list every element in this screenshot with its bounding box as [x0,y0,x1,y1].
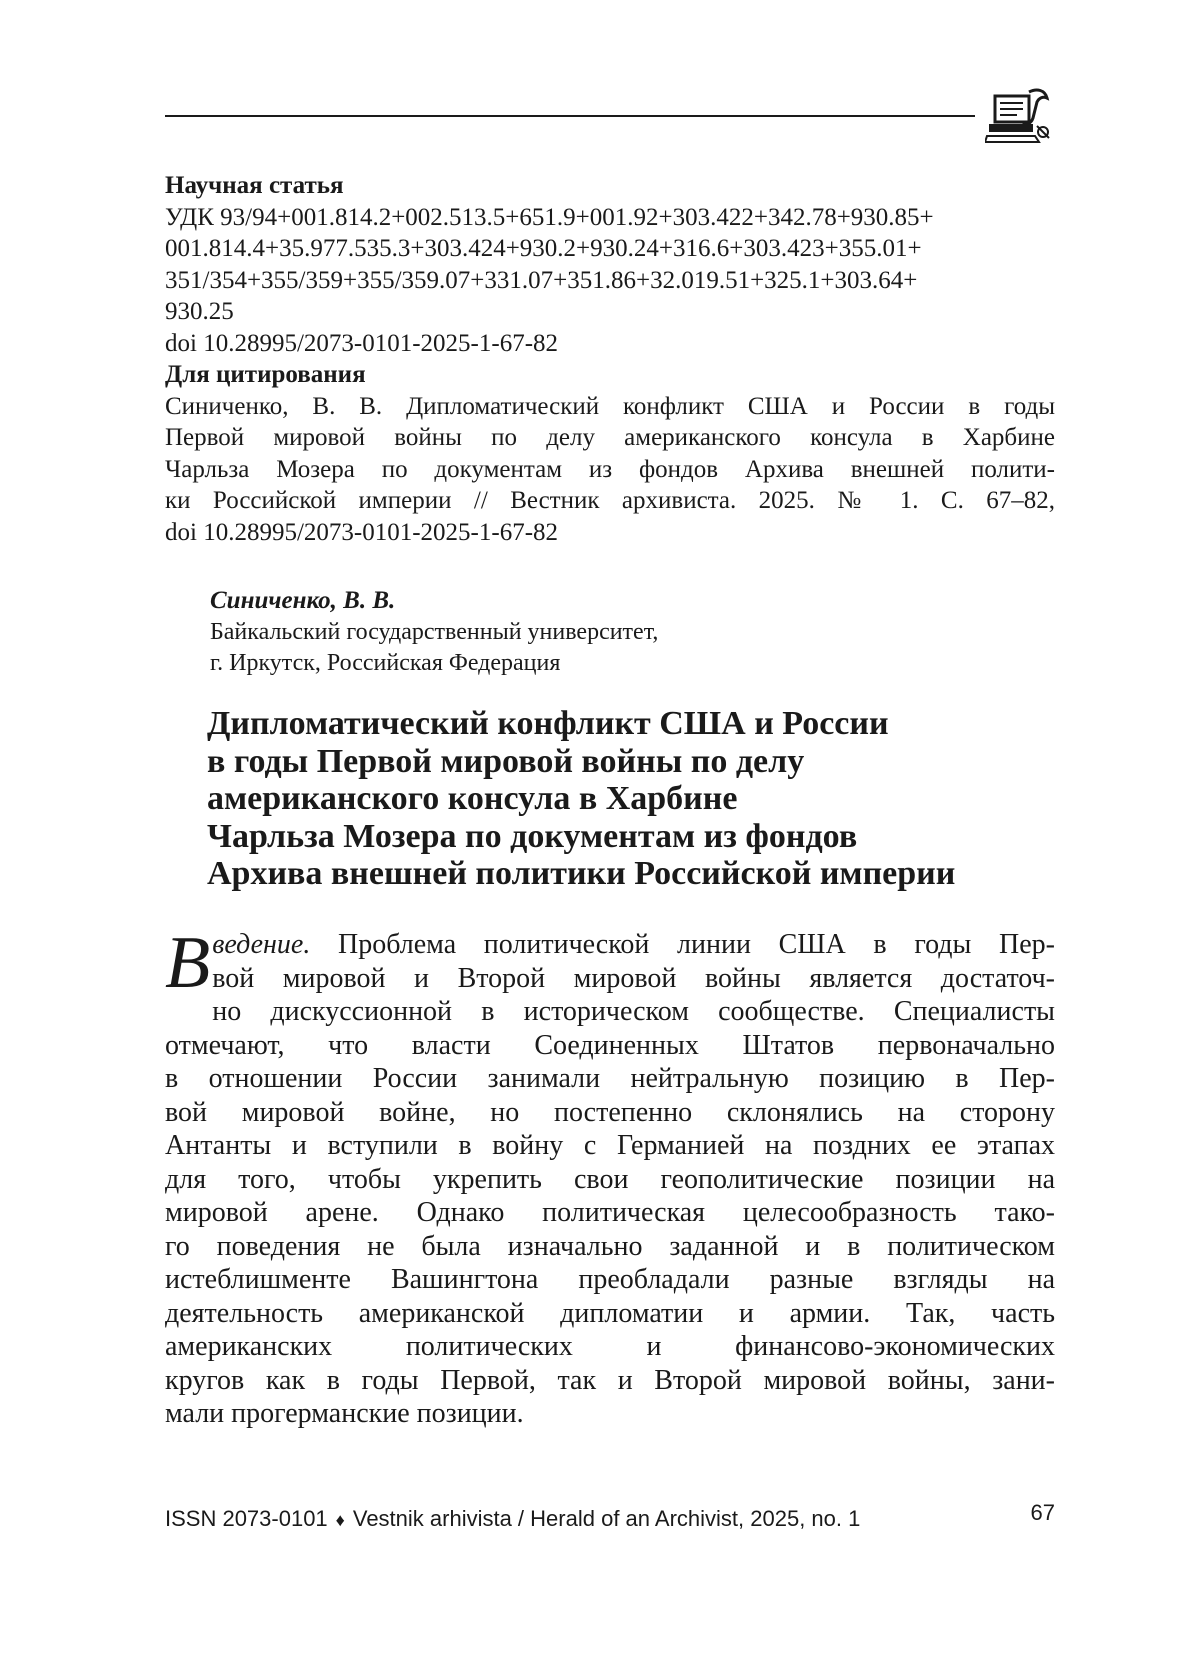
article-metadata [165,170,1055,548]
body-line: отмечают, что власти Соединенных Штатов первоначально [165,1029,1055,1061]
body-line: для того, чтобы укрепить свои геополитические позиции на [165,1163,1055,1195]
dropcap: В [165,922,211,1004]
body-line: в отношении России занимали нейтральную позицию в Пер- [165,1063,1055,1094]
article-title [207,705,1057,893]
cite-line: ки Российской империи // Вестник архивиста. 2025. № 1. С. 67–82, [165,487,1055,514]
udk-line: УДК 93/94+001.814.2+002.513.5+651.9+001.92+303.422+342.78+930.85+ [165,203,934,231]
udk-line: 001.814.4+35.977.535.3+303.424+930.2+930.24+316.6+303.423+355.01+ [165,235,922,262]
page-number: 67 [1030,1500,1055,1525]
archive-computer-icon [985,88,1053,144]
issn: ISSN 2073-0101 [165,1506,328,1531]
title-line: Дипломатический конфликт США и России [207,705,889,742]
title-line: американского консула в Харбине [207,780,738,817]
body-line-text: Проблема политической линии США в годы Пер- [310,929,1055,960]
intro-word: ведение. [212,929,311,960]
author-block [210,585,1055,680]
body-line: американских политических и финансово-экономических [165,1331,1055,1362]
author-name: Синиченко, В. В. [210,587,396,614]
body-line: го поведения не была изначально заданной и в политическом [165,1230,1055,1262]
body-line: вой мировой войне, но постепенно склонялись на сторону [165,1096,1055,1128]
cite-line: Первой мировой войны по делу американского консула в Харбине [165,424,1055,451]
body-line: истеблишменте Вашингтона преобладали разные взгляды на [165,1264,1055,1295]
journal-name: Vestnik arhivista / Herald of an Archivist, 2025, no. 1 [352,1506,861,1531]
body-line: вой мировой и Второй мировой войны является достаточ- [212,962,1055,994]
cite-heading: Для цитирования [165,361,366,388]
title-line: в годы Первой мировой войны по делу [207,742,805,780]
title-line: Чарльза Мозера по документам из фондов [207,817,858,855]
doi: doi 10.28995/2073-0101-2025-1-67-82 [165,329,559,357]
title-line: Архива внешней политики Российской империи [207,855,956,892]
body-line: деятельность американской дипломатии и армии. Так, часть [165,1297,1055,1329]
body-line: мировой арене. Однако политическая целесообразность тако- [165,1197,1055,1228]
body-line: кругов как в годы Первой, так и Второй мировой войны, зани- [165,1364,1055,1396]
author-location: г. Иркутск, Российская Федерация [210,650,561,676]
cite-line: doi 10.28995/2073-0101-2025-1-67-82 [165,518,559,546]
cite-line: Чарльза Мозера по документам из фондов Архива внешней полити- [165,455,1055,483]
udk-line: 351/354+355/359+355/359.07+331.07+351.86+32.019.51+325.1+303.64+ [165,266,918,294]
body-line: Антанты и вступили в войну с Германией на поздних ее этапах [165,1130,1055,1161]
body-line: мали прогерманские позиции. [165,1398,524,1429]
body-line: но дискуссионной в историческом сообществе. Специалисты [212,996,1055,1027]
diamond-separator-icon: ♦ [335,1510,345,1530]
header-rule [165,115,975,117]
udk-line: 930.25 [165,298,234,325]
article-type: Научная статья [165,172,344,199]
footer-citation [165,1506,860,1532]
author-affiliation: Байкальский государственный университет, [210,618,659,645]
body-line [165,928,1055,962]
body-text [165,922,1055,1431]
cite-line: Синиченко, В. В. Дипломатический конфликт США и России в годы [165,392,1055,420]
